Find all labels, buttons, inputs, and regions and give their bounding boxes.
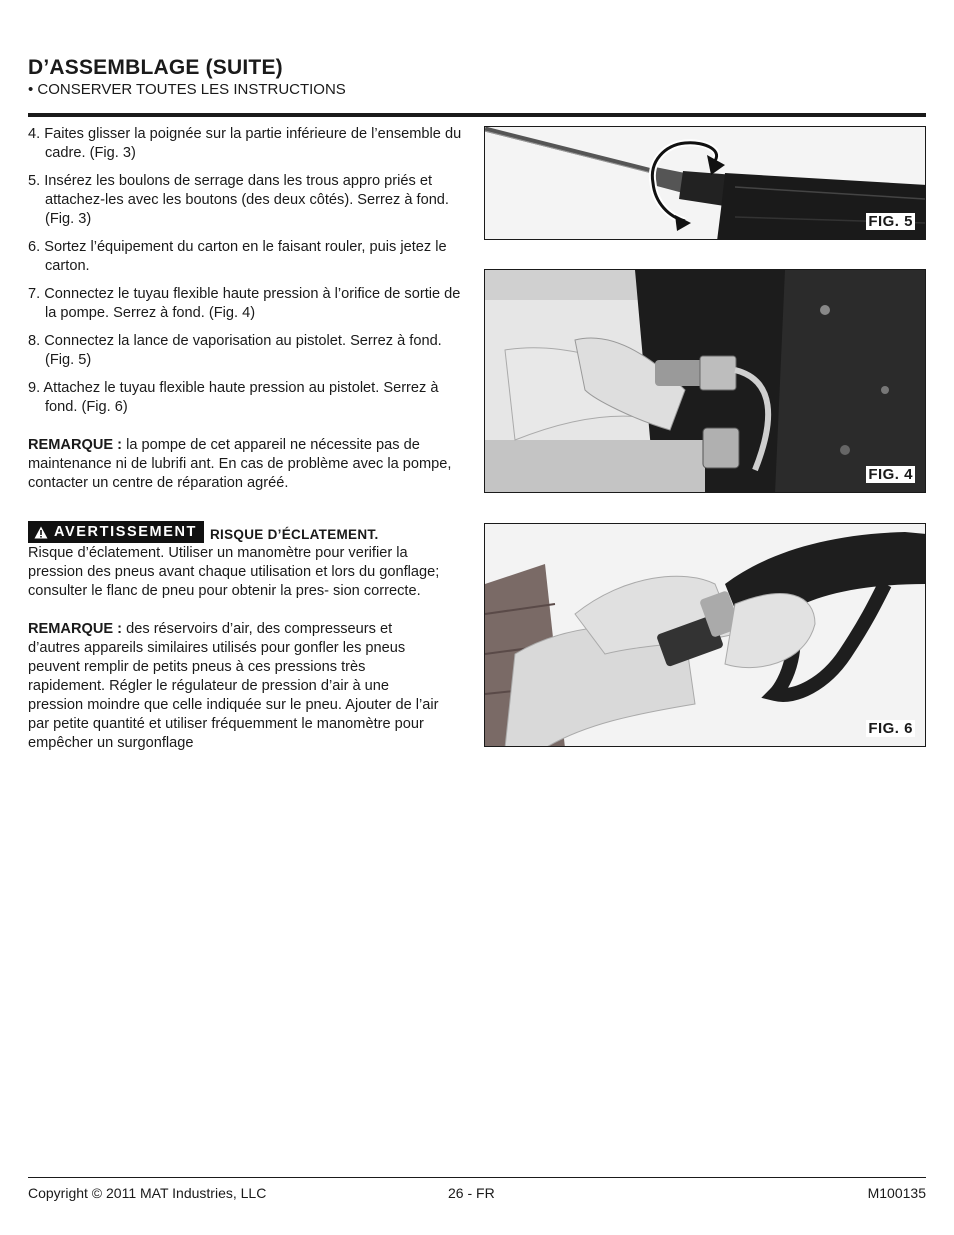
warning-risk-title: RISQUE D’ÉCLATEMENT. — [210, 527, 379, 542]
pump-note — [28, 436, 470, 493]
inflation-note — [28, 620, 470, 753]
figure-4 — [484, 269, 926, 493]
warning-text: Risque d’éclatement. Utiliser un manomètre pour verifier la pression des pneus avant chaque utilisation et lors du gonflage; consulter le flanc de pneu pour obtenir la pres- sion correcte. — [28, 545, 440, 599]
warning-badge-text: AVERTISSEMENT — [54, 524, 197, 540]
inflation-note-label: REMARQUE : — [28, 621, 123, 637]
header-divider — [28, 113, 926, 117]
pump-note-label: REMARQUE : — [28, 437, 123, 453]
warning-block — [28, 521, 470, 601]
step-9: 9. Attachez le tuyau flexible haute pression au pistolet. Serrez à fond. (Fig. 6) — [28, 380, 439, 415]
footer-copyright: Copyright © 2011 MAT Industries, LLC — [28, 1185, 267, 1201]
footer-document-code: M100135 — [867, 1185, 926, 1201]
footer-divider — [28, 1177, 926, 1178]
pump-note-text: la pompe de cet appareil ne nécessite pas de maintenance ni de lubrifi ant. En cas de problème avec la pompe, contacter un centre de réparation agréé. — [28, 437, 452, 491]
step-6: 6. Sortez l’équipement du carton en le faisant rouler, puis jetez le carton. — [28, 239, 447, 274]
step-7: 7. Connectez le tuyau flexible haute pression à l’orifice de sortie de la pompe. Serrez à fond. (Fig. 4) — [28, 286, 461, 321]
step-8: 8. Connectez la lance de vaporisation au pistolet. Serrez à fond. (Fig. 5) — [28, 333, 442, 368]
figure-4-label: FIG. 4 — [868, 466, 913, 483]
figure-5 — [484, 126, 926, 240]
inflation-note-text: des réservoirs d’air, des compresseurs et d’autres appareils similaires utilisés pour gonfler les pneus peuvent remplir de petits pneus à ces pressions très rapidement. Régler le régulateur de pression d’air à une pression moindre que celle indiquée sur le pneu. Ajouter de l’air par petite quantité et utiliser fréquemment le manomètre pour empêcher un surgonflage — [28, 621, 439, 751]
step-5: 5. Insérez les boulons de serrage dans les trous appro priés et attachez-les avec les boutons (des deux côtés). Serrez à fond. (Fig. 3) — [28, 173, 449, 227]
footer-page-number: 26 - FR — [448, 1185, 495, 1201]
step-4: 4. Faites glisser la poignée sur la partie inférieure de l’ensemble du cadre. (Fig. 3) — [28, 126, 462, 161]
instructions-column — [28, 125, 470, 753]
figure-4-illustration — [485, 270, 926, 493]
figure-6-illustration — [485, 524, 926, 747]
figure-5-illustration — [485, 127, 926, 240]
warning-badge — [28, 521, 204, 543]
warning-triangle-icon — [34, 526, 48, 539]
figure-5-label: FIG. 5 — [868, 213, 913, 230]
page-title: D’ASSEMBLAGE (SUITE) — [28, 56, 283, 79]
figure-6-label: FIG. 6 — [868, 720, 913, 737]
warning-header — [28, 521, 470, 543]
figure-6 — [484, 523, 926, 747]
page-subtitle: • CONSERVER TOUTES LES INSTRUCTIONS — [28, 81, 346, 98]
